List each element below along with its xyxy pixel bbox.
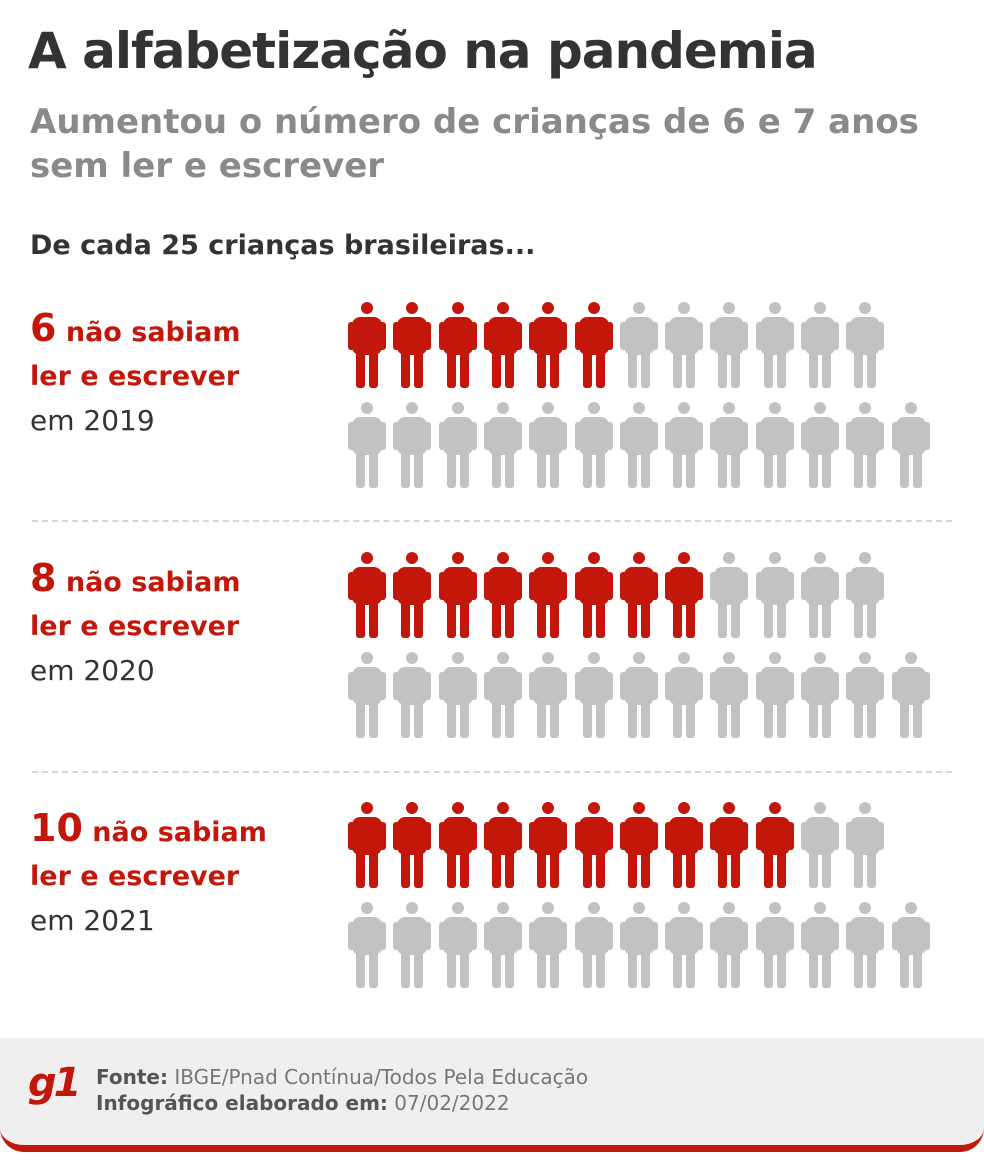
- child-figure-icon: [665, 400, 703, 490]
- child-figure-icon-highlighted: [393, 550, 431, 640]
- source-value: IBGE/Pnad Contínua/Todos Pela Educação: [174, 1065, 589, 1089]
- child-figure-icon-highlighted: [439, 550, 477, 640]
- child-figure-icon-highlighted: [620, 800, 658, 890]
- child-figure-icon: [620, 400, 658, 490]
- child-figure-icon-highlighted: [665, 800, 703, 890]
- child-figure-icon-highlighted: [529, 800, 567, 890]
- child-figure-icon: [756, 650, 794, 740]
- child-figure-icon: [529, 650, 567, 740]
- child-figure-icon: [756, 400, 794, 490]
- child-figure-icon: [801, 900, 839, 990]
- child-figure-icon: [393, 650, 431, 740]
- child-figure-icon: [439, 400, 477, 490]
- year-text: em 2020: [30, 654, 155, 687]
- footer: [0, 1038, 984, 1152]
- child-figure-icon: [710, 650, 748, 740]
- child-figure-icon: [710, 400, 748, 490]
- divider: [32, 771, 952, 773]
- divider: [32, 520, 952, 522]
- child-figure-icon-highlighted: [756, 800, 794, 890]
- count-value: 6: [30, 306, 57, 350]
- count-value: 8: [30, 556, 57, 600]
- child-figure-icon: [575, 900, 613, 990]
- child-figure-icon: [801, 400, 839, 490]
- child-figure-icon: [529, 400, 567, 490]
- row-label: [30, 306, 240, 443]
- child-figure-icon-highlighted: [710, 800, 748, 890]
- child-figure-icon: [756, 900, 794, 990]
- child-figure-icon: [484, 900, 522, 990]
- intro-text: De cada 25 crianças brasileiras...: [30, 230, 536, 261]
- count-value: 10: [30, 806, 83, 850]
- child-figure-icon: [710, 300, 748, 390]
- child-figure-icon-highlighted: [439, 300, 477, 390]
- child-figure-icon-highlighted: [348, 800, 386, 890]
- row-label: [30, 806, 267, 943]
- child-figure-icon: [665, 650, 703, 740]
- child-figure-icon: [484, 400, 522, 490]
- child-figure-icon-highlighted: [484, 300, 522, 390]
- child-figure-icon-highlighted: [575, 300, 613, 390]
- child-figure-icon-highlighted: [484, 550, 522, 640]
- g1-logo: g1: [28, 1060, 79, 1106]
- child-figure-icon-highlighted: [348, 300, 386, 390]
- child-figure-icon: [348, 900, 386, 990]
- child-figure-icon: [846, 800, 884, 890]
- source-block: [96, 1064, 588, 1116]
- row-label: [30, 556, 240, 693]
- child-figure-icon: [801, 800, 839, 890]
- child-figure-icon: [575, 400, 613, 490]
- child-figure-icon: [710, 550, 748, 640]
- child-figure-icon-highlighted: [348, 550, 386, 640]
- child-figure-icon: [439, 900, 477, 990]
- child-figure-icon: [756, 300, 794, 390]
- figures-grid: [340, 550, 940, 750]
- child-figure-icon: [620, 300, 658, 390]
- child-figure-icon: [801, 550, 839, 640]
- child-figure-icon: [393, 900, 431, 990]
- child-figure-icon: [348, 650, 386, 740]
- child-figure-icon: [665, 300, 703, 390]
- child-figure-icon: [575, 650, 613, 740]
- figures-grid: [340, 300, 940, 500]
- child-figure-icon: [846, 550, 884, 640]
- child-figure-icon-highlighted: [575, 800, 613, 890]
- child-figure-icon-highlighted: [529, 550, 567, 640]
- child-figure-icon: [710, 900, 748, 990]
- child-figure-icon-highlighted: [484, 800, 522, 890]
- year-text: em 2021: [30, 904, 155, 937]
- child-figure-icon: [756, 550, 794, 640]
- date-label: Infográfico elaborado em:: [96, 1091, 388, 1115]
- child-figure-icon: [348, 400, 386, 490]
- child-figure-icon: [892, 650, 930, 740]
- child-figure-icon: [846, 400, 884, 490]
- label-suffix: não sabiam: [65, 317, 241, 348]
- pictogram-row-2021: [0, 800, 984, 1000]
- child-figure-icon-highlighted: [665, 550, 703, 640]
- child-figure-icon: [393, 400, 431, 490]
- label-suffix: não sabiam: [65, 567, 241, 598]
- child-figure-icon: [620, 900, 658, 990]
- source-label: Fonte:: [96, 1065, 168, 1089]
- child-figure-icon: [620, 650, 658, 740]
- child-figure-icon: [439, 650, 477, 740]
- pictogram-row-2019: [0, 300, 984, 500]
- child-figure-icon-highlighted: [393, 300, 431, 390]
- year-text: em 2019: [30, 404, 155, 437]
- label-line2: ler e escrever: [30, 861, 240, 892]
- child-figure-icon-highlighted: [620, 550, 658, 640]
- child-figure-icon-highlighted: [575, 550, 613, 640]
- date-value: 07/02/2022: [394, 1091, 510, 1115]
- child-figure-icon: [529, 900, 567, 990]
- child-figure-icon: [801, 650, 839, 740]
- child-figure-icon: [846, 300, 884, 390]
- child-figure-icon: [892, 900, 930, 990]
- label-suffix: não sabiam: [92, 817, 267, 848]
- child-figure-icon: [484, 650, 522, 740]
- child-figure-icon: [892, 400, 930, 490]
- label-line2: ler e escrever: [30, 611, 240, 642]
- figures-grid: [340, 800, 940, 1000]
- chart-subtitle: Aumentou o número de crianças de 6 e 7 anos sem ler e escrever: [30, 102, 919, 186]
- child-figure-icon-highlighted: [529, 300, 567, 390]
- child-figure-icon: [801, 300, 839, 390]
- child-figure-icon: [665, 900, 703, 990]
- pictogram-row-2020: [0, 550, 984, 750]
- chart-title: A alfabetização na pandemia: [28, 22, 817, 80]
- child-figure-icon-highlighted: [439, 800, 477, 890]
- label-line2: ler e escrever: [30, 361, 240, 392]
- child-figure-icon: [846, 900, 884, 990]
- child-figure-icon-highlighted: [393, 800, 431, 890]
- child-figure-icon: [846, 650, 884, 740]
